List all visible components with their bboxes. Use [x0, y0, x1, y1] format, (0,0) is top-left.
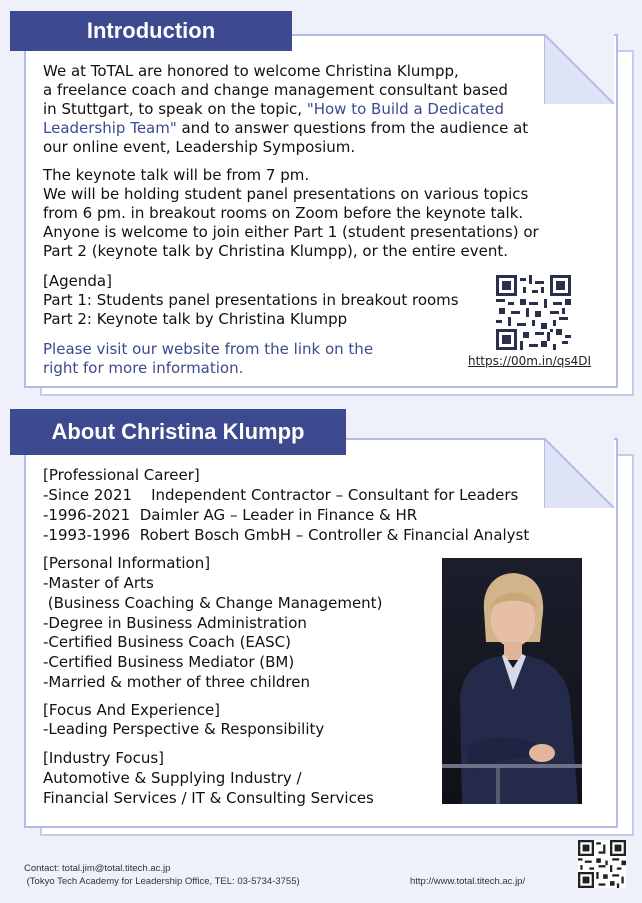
personal-item-3: -Degree in Business Administration [43, 614, 307, 632]
footer-contact: Contact: total.jim@total.titech.ac.jp [24, 863, 171, 874]
footer-url[interactable]: http://www.total.titech.ac.jp/ [410, 876, 526, 887]
intro-para1-line2: a freelance coach and change management consultant based [43, 81, 508, 99]
industry-heading: [Industry Focus] [43, 749, 165, 767]
agenda-heading: [Agenda] [43, 272, 112, 290]
intro-para2-line1: The keynote talk will be from 7 pm. [43, 166, 310, 184]
intro-para1-line1: We at ToTAL are honored to welcome Christina Klumpp, [43, 62, 459, 80]
career-heading: [Professional Career] [43, 466, 200, 484]
intro-para2-line3: from 6 pm. in breakout rooms on Zoom before the keynote talk. [43, 204, 524, 222]
about-card-fold [544, 438, 614, 508]
industry-item-1: Automotive & Supplying Industry / [43, 769, 302, 787]
career-item-3: -1993-1996 Robert Bosch GmbH – Controller & Financial Analyst [43, 526, 530, 544]
agenda-part1: Part 1: Students panel presentations in breakout rooms [43, 291, 459, 309]
career-item-2: -1996-2021 Daimler AG – Leader in Finance & HR [43, 506, 418, 524]
focus-item-1: -Leading Perspective & Responsibility [43, 720, 325, 738]
intro-tab: Introduction [10, 11, 292, 51]
industry-item-2: Financial Services / IT & Consulting Services [43, 789, 374, 807]
intro-para1-line3: in Stuttgart, to speak on the topic, "How to Build a Dedicated [43, 100, 504, 118]
personal-item-6: -Married & mother of three children [43, 673, 310, 691]
agenda-part2: Part 2: Keynote talk by Christina Klumpp [43, 310, 348, 328]
career-item-1: -Since 2021 Independent Contractor – Consultant for Leaders [43, 486, 519, 504]
visit-website-line2: right for more information. [43, 359, 244, 377]
intro-para1-line5: our online event, Leadership Symposium. [43, 138, 356, 156]
personal-item-4: -Certified Business Coach (EASC) [43, 633, 292, 651]
intro-para1-line4: Leadership Team" and to answer questions from the audience at [43, 119, 529, 137]
intro-card-fold [544, 34, 614, 104]
personal-item-2: (Business Coaching & Change Management) [43, 594, 383, 612]
personal-item-5: -Certified Business Mediator (BM) [43, 653, 295, 671]
talk-topic: "How to Build a Dedicated [306, 100, 504, 118]
about-tab: About Christina Klumpp [10, 409, 346, 455]
personal-item-1: -Master of Arts [43, 574, 154, 592]
personal-heading: [Personal Information] [43, 554, 211, 572]
footer-qr-code[interactable] [578, 840, 626, 888]
intro-para2-line2: We will be holding student panel presentations on various topics [43, 185, 529, 203]
qr-short-link[interactable]: https://00m.in/qs4DI [468, 354, 592, 368]
intro-para2-line4: Anyone is welcome to join either Part 1 (student presentations) or [43, 223, 539, 241]
portrait-photo [442, 558, 582, 804]
talk-topic-cont: Leadership Team" [43, 119, 177, 137]
footer-office: (Tokyo Tech Academy for Leadership Office, TEL: 03-5734-3755) [24, 876, 300, 887]
focus-heading: [Focus And Experience] [43, 701, 221, 719]
visit-website-line1: Please visit our website from the link on the [43, 340, 374, 358]
intro-qr-code[interactable] [496, 275, 571, 350]
intro-para2-line5: Part 2 (keynote talk by Christina Klumpp), or the entire event. [43, 242, 509, 260]
